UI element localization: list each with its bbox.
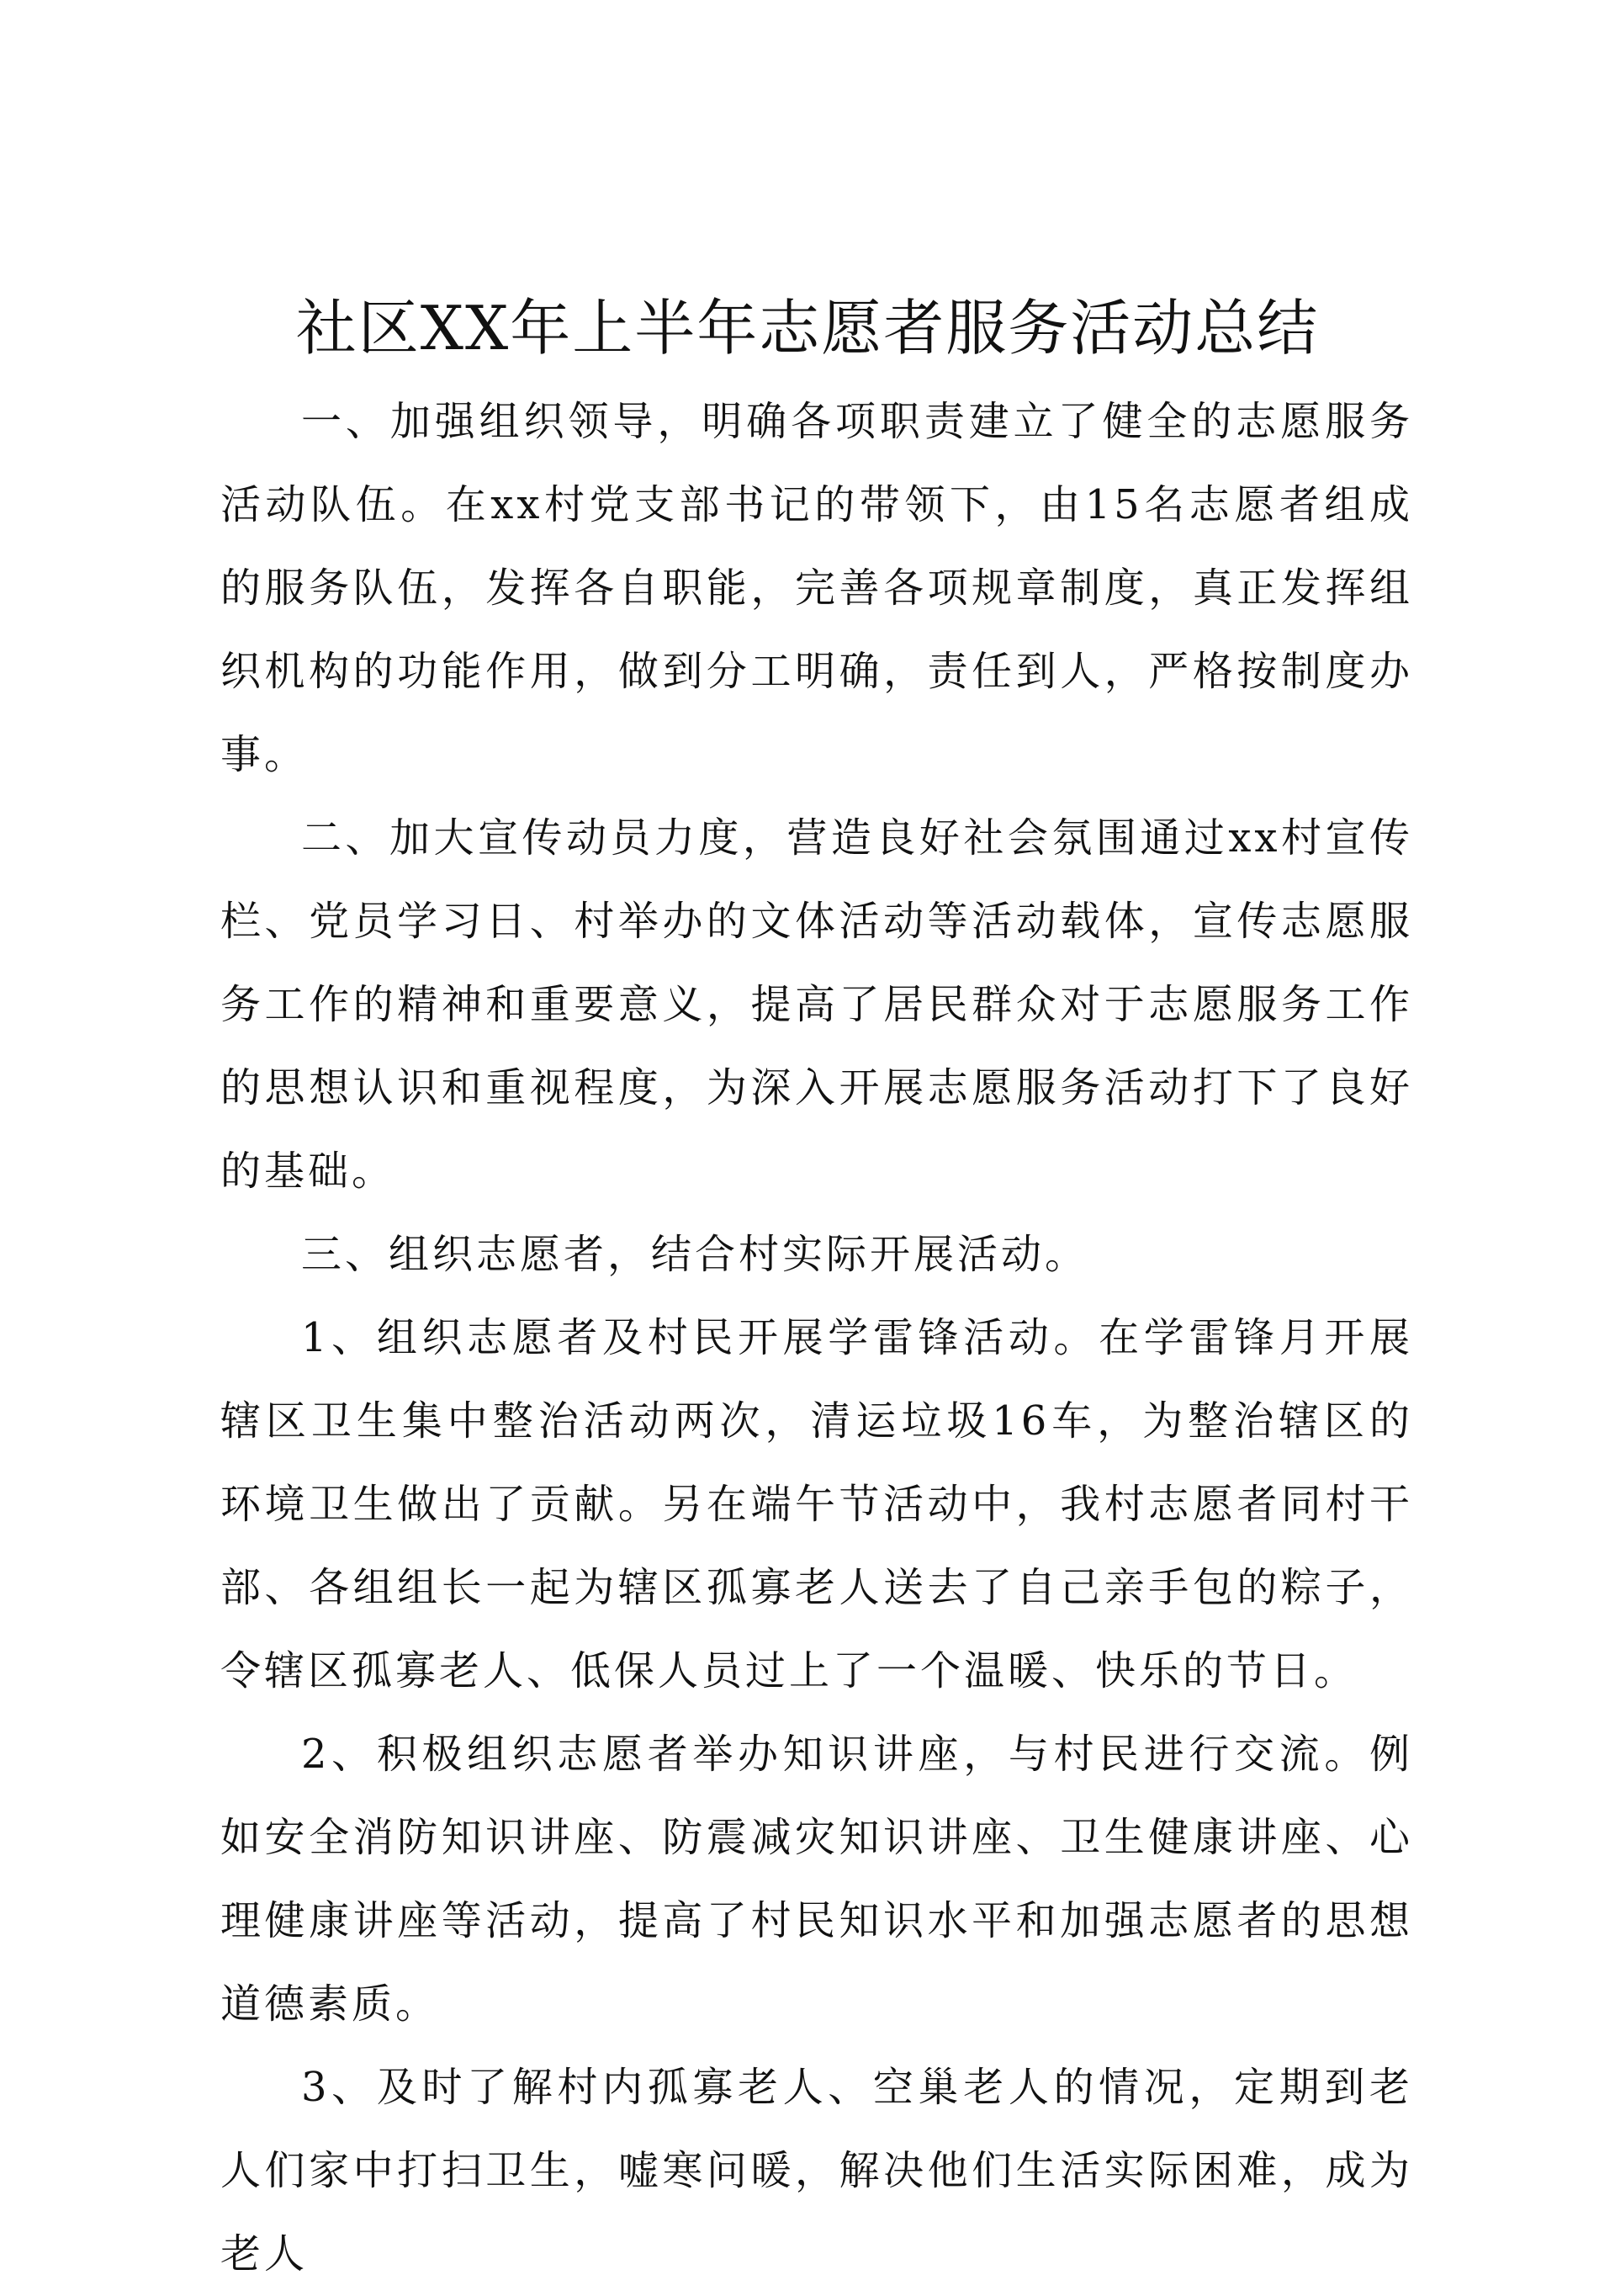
paragraph-knowledge-lectures: 2、积极组织志愿者举办知识讲座，与村民进行交流。例如安全消防知识讲座、防震减灾知识讲座、卫生健康讲座、心理健康讲座等活动，提高了村民知识水平和加强志愿者的思想道德素质。 bbox=[220, 1731, 1413, 2028]
paragraph-organize-volunteers: 三、组织志愿者，结合村实际开展活动。 bbox=[301, 1231, 1089, 1278]
paragraph-publicity-mobilization: 二、加大宣传动员力度，营造良好社会氛围通过xx村宣传栏、党员学习日、村举办的文体活动等活动载体，宣传志愿服务工作的精神和重要意义，提高了居民群众对于志愿服务工作的思想认识和重视程度，为深入开展志愿服务活动打下了良好的基础。 bbox=[220, 814, 1413, 1195]
document-body bbox=[220, 380, 1413, 2296]
paragraph-organization-leadership: 一、加强组织领导，明确各项职责建立了健全的志愿服务活动队伍。在xx村党支部书记的带领下，由15名志愿者组成的服务队伍，发挥各自职能，完善各项规章制度，真正发挥组织机构的功能作用，做到分工明确，责任到人，严格按制度办事。 bbox=[220, 398, 1413, 778]
paragraph-elderly-care: 3、及时了解村内孤寡老人、空巢老人的情况，定期到老人们家中打扫卫生，嘘寒问暖，解决他们生活实际困难，成为老人 bbox=[220, 2064, 1413, 2277]
paragraph-lei-feng-activity: 1、组织志愿者及村民开展学雷锋活动。在学雷锋月开展辖区卫生集中整治活动两次，清运垃圾16车，为整治辖区的环境卫生做出了贡献。另在端午节活动中，我村志愿者同村干部、各组组长一起为辖区孤寡老人送去了自己亲手包的粽子，令辖区孤寡老人、低保人员过上了一个温暖、快乐的节日。 bbox=[220, 1314, 1413, 1694]
document-title: 社区XX年上半年志愿者服务活动总结 bbox=[295, 293, 1320, 363]
